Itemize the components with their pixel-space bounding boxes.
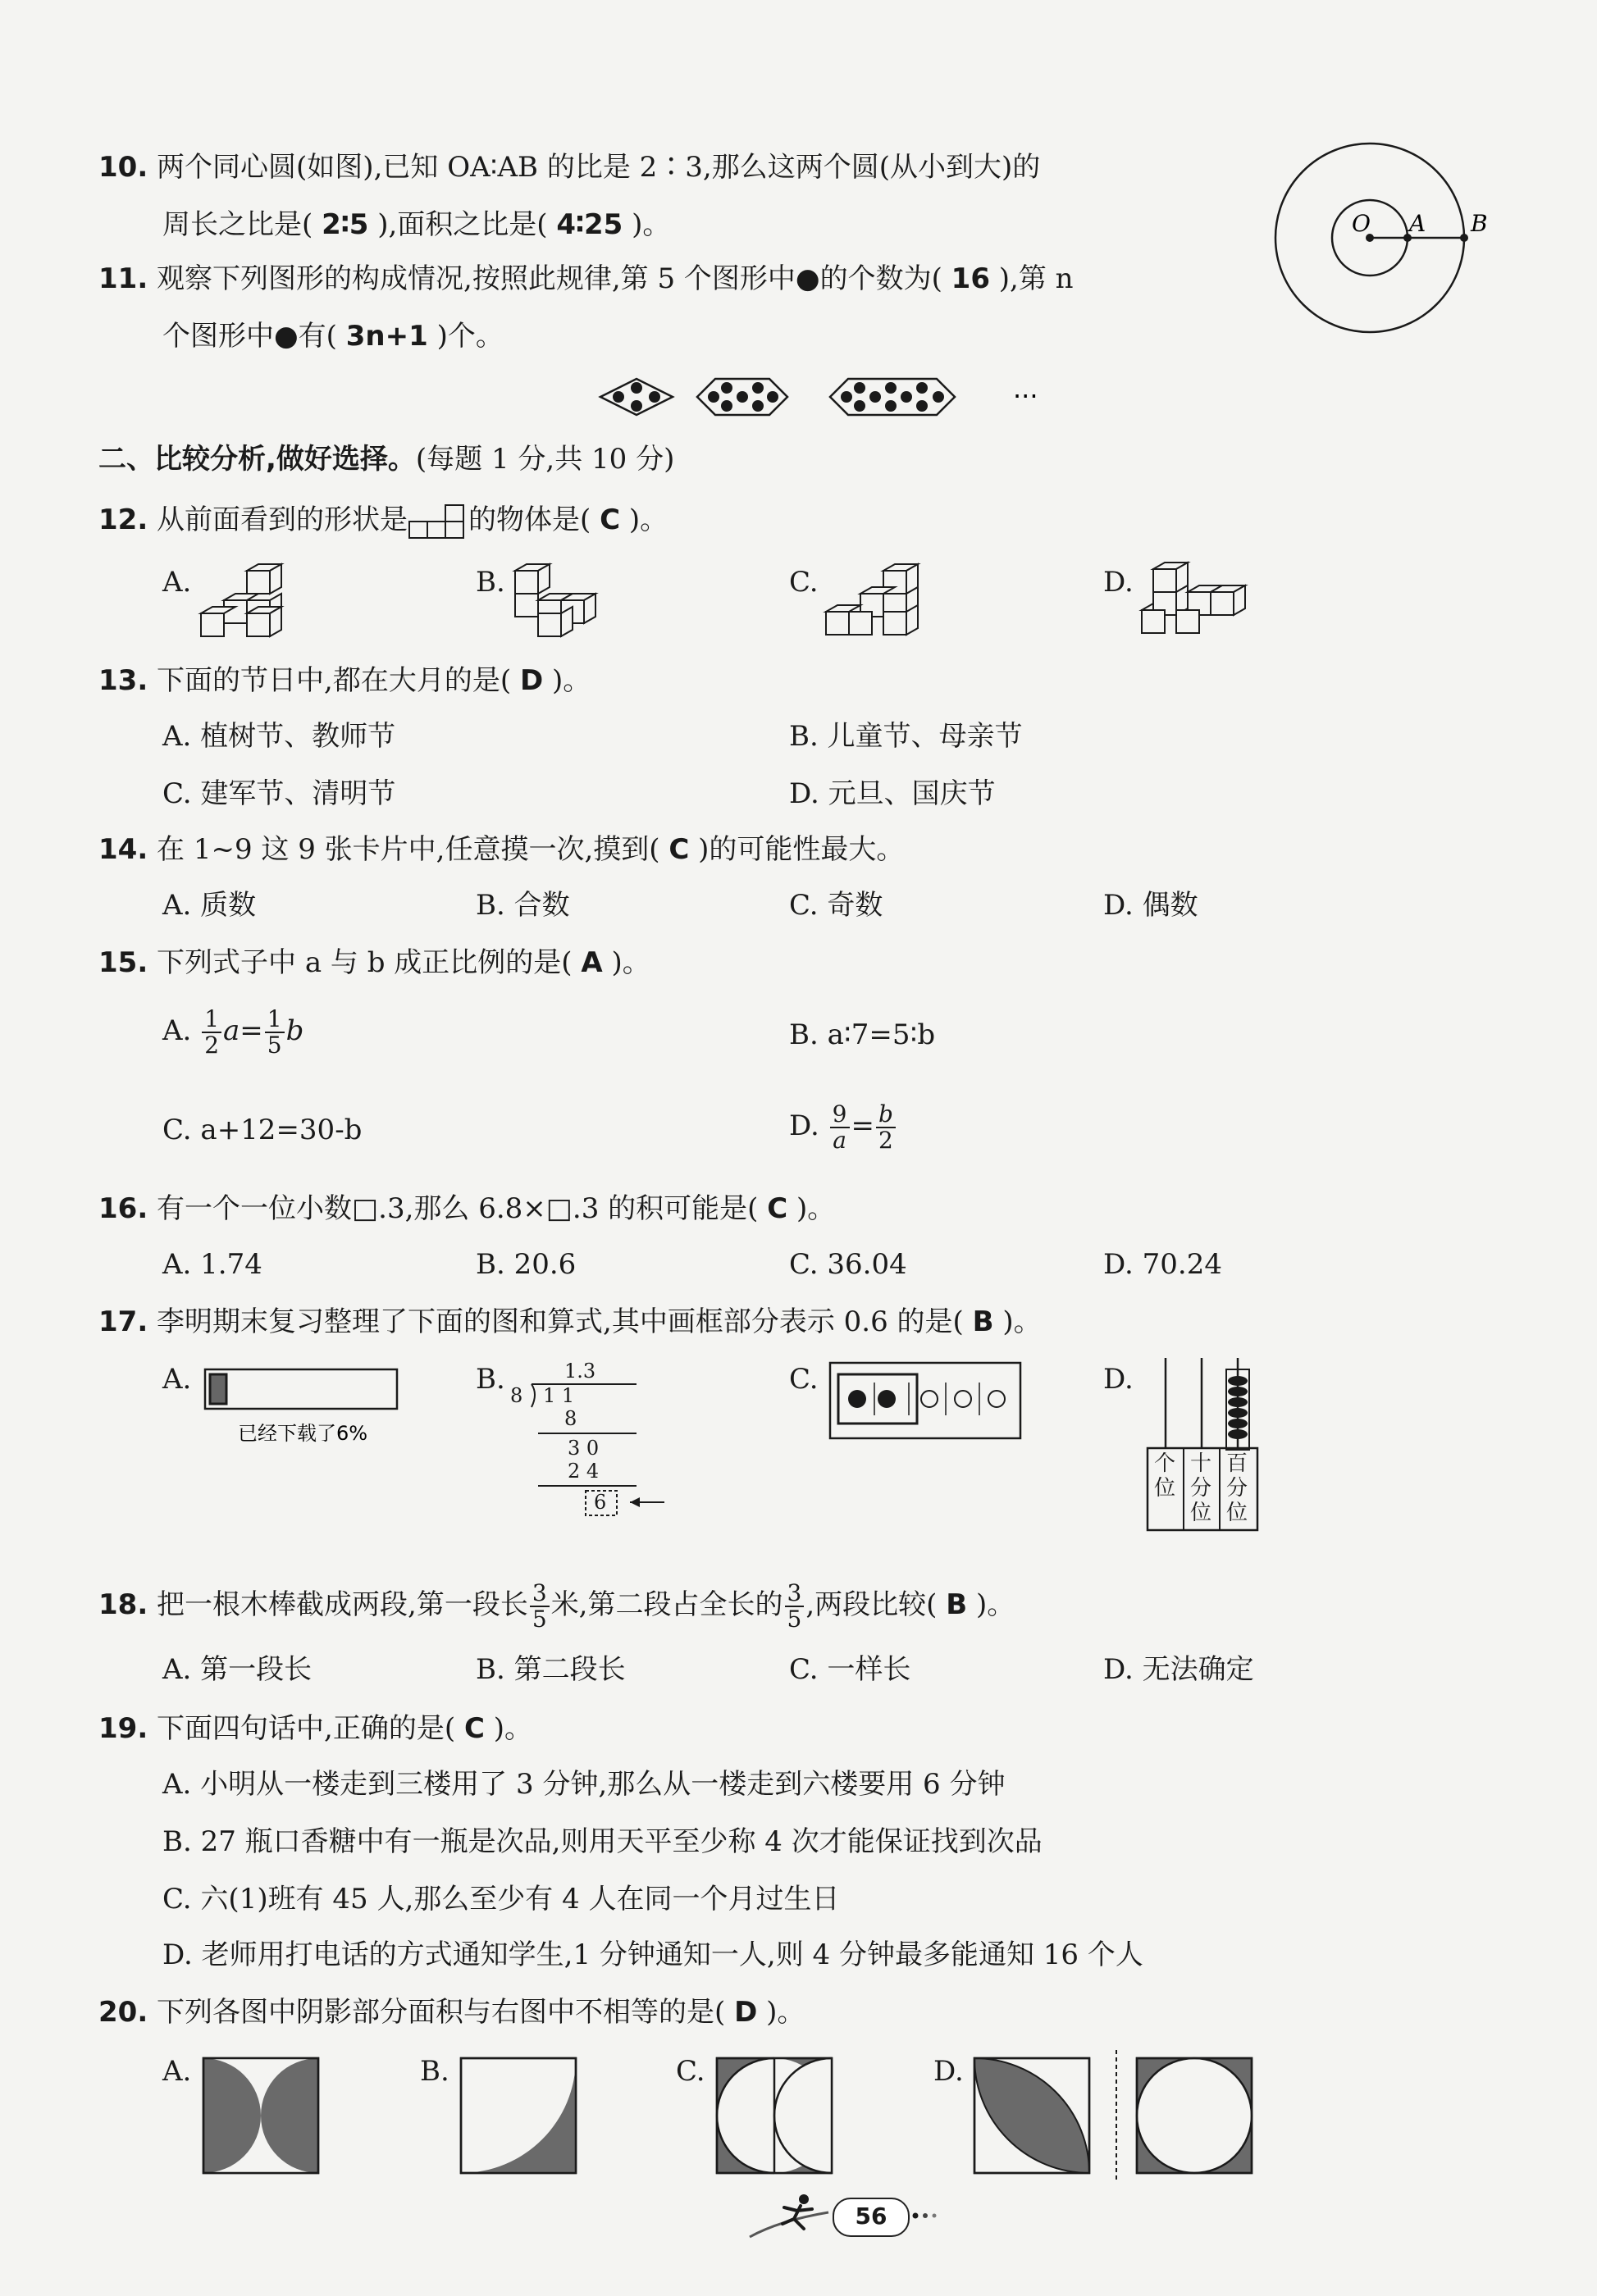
section-2-heading — [98, 441, 674, 477]
q16-option-c: C. 36.04 — [789, 1248, 907, 1281]
q13-option-b: B. 儿童节、母亲节 — [789, 720, 1023, 753]
q11-answer-2: 3n+1 — [345, 320, 428, 353]
point-b — [1460, 234, 1468, 242]
q12-text-b: 的物体是( — [468, 503, 591, 536]
label-a: A — [1409, 210, 1426, 237]
division-step-2: 3 0 — [568, 1437, 600, 1460]
q14-option-a: A. 质数 — [162, 889, 257, 922]
q16-number: 16. — [98, 1192, 148, 1225]
q15-option-a-var2: b — [285, 1014, 304, 1047]
abacus-label-tenths: 十分位 — [1189, 1451, 1211, 1525]
q15-option-b: B. a∶7=5∶b — [789, 1018, 936, 1051]
q14-text-b: )的可能性最大。 — [698, 833, 905, 866]
q14-option-c: C. 奇数 — [789, 889, 883, 922]
q12-option-c-label: C. — [789, 566, 819, 599]
q14-text-a: 在 1~9 这 9 张卡片中,任意摸一次,摸到( — [157, 833, 660, 866]
q15-option-a — [162, 1007, 303, 1058]
q14-option-d: D. 偶数 — [1103, 889, 1198, 922]
q13-number: 13. — [98, 664, 148, 697]
q17-text-a: 李明期末复习整理了下面的图和算式,其中画框部分表示 0.6 的是( — [157, 1305, 964, 1338]
q13-option-a: A. 植树节、教师节 — [162, 720, 396, 753]
q16-option-a: A. 1.74 — [162, 1248, 262, 1281]
fraction-one-half: $\frac{1}{2}$ — [202, 1007, 221, 1058]
q17-number: 17. — [98, 1305, 148, 1338]
q18-answer: B — [946, 1588, 968, 1621]
q15-option-a-var1: a= — [223, 1014, 263, 1047]
q15-number: 15. — [98, 946, 148, 979]
q11-text-2a: 个图形中●有( — [162, 320, 337, 353]
q15-line — [98, 945, 650, 981]
progress-fill-boxed — [210, 1374, 226, 1404]
q20-line — [98, 1994, 805, 2030]
q10-answer-2: 4∶25 — [556, 208, 623, 241]
q12-cubes-b — [509, 564, 615, 646]
division-quotient: 1.3 — [564, 1360, 596, 1383]
q20-option-c-label: C. — [676, 2055, 705, 2088]
q11-text-1a: 观察下列图形的构成情况,按照此规律,第 5 个图形中●的个数为( — [157, 262, 942, 295]
fraction-b-over-two: $\frac{b}{2}$ — [876, 1102, 896, 1153]
q11-text-1b: ),第 n — [998, 262, 1074, 295]
q12-number: 12. — [98, 503, 148, 536]
q11-number: 11. — [98, 262, 148, 295]
q19-line — [98, 1711, 532, 1747]
q12-option-d-label: D. — [1103, 566, 1134, 599]
q13-answer: D — [519, 664, 544, 697]
q15-text-b: )。 — [611, 946, 650, 979]
q15-option-d — [789, 1102, 897, 1153]
q12-option-b-label: B. — [476, 566, 505, 599]
q17-text-b: )。 — [1002, 1305, 1042, 1338]
division-step-3: 2 4 — [568, 1460, 600, 1483]
abacus-label-hundredths: 百分位 — [1225, 1451, 1248, 1525]
q12-answer: C — [600, 503, 621, 536]
q15-text-a: 下列式子中 a 与 b 成正比例的是( — [157, 946, 573, 979]
q18-text-a: 把一根木棒截成两段,第一段长 — [157, 1588, 528, 1621]
q13-text-b: )。 — [551, 664, 591, 697]
q10-number: 10. — [98, 151, 148, 184]
q10-text: 两个同心圆(如图),已知 OA∶AB 的比是 2∶3,那么这两个圆(从小到大)的 — [157, 151, 1041, 184]
q16-line — [98, 1191, 835, 1227]
q10-line1 — [98, 149, 1040, 185]
fraction-three-fifths-1: $\frac{3}{5}$ — [530, 1581, 550, 1632]
pattern-ellipsis: ··· — [1013, 380, 1038, 412]
q15-option-c: C. a+12=30-b — [162, 1114, 363, 1146]
q19-text-b: )。 — [493, 1712, 532, 1745]
q18-text-d: )。 — [975, 1588, 1015, 1621]
download-caption: 已经下载了6% — [238, 1422, 368, 1445]
q14-line — [98, 831, 904, 868]
q14-answer: C — [668, 833, 690, 866]
q19-option-c: C. 六(1)班有 45 人,那么至少有 4 人在同一个月过生日 — [162, 1883, 840, 1916]
q13-line — [98, 663, 591, 699]
abacus-label-ones: 个位 — [1153, 1451, 1175, 1501]
q18-option-a: A. 第一段长 — [162, 1653, 313, 1686]
q20-divider — [1114, 2050, 1119, 2181]
arrow-icon — [630, 1497, 640, 1507]
q10-answer-1: 2∶5 — [322, 208, 369, 241]
q17-option-b-label: B. — [476, 1363, 505, 1396]
q11-line2 — [162, 318, 504, 354]
q16-option-d: D. 70.24 — [1103, 1248, 1222, 1281]
section-2-note: (每题 1 分,共 10 分) — [415, 443, 675, 476]
division-divisor: 8 — [510, 1384, 523, 1407]
q19-option-a: A. 小明从一楼走到三楼用了 3 分钟,那么从一楼走到六楼要用 6 分钟 — [162, 1768, 1006, 1801]
fraction-three-fifths-2: $\frac{3}{5}$ — [785, 1581, 805, 1632]
q15-option-d-eq: = — [851, 1109, 874, 1142]
q20-figure-b — [459, 2057, 579, 2176]
dot-pattern-figure — [599, 376, 1058, 418]
page-dots-icon — [910, 2207, 943, 2224]
q20-figure-d — [973, 2057, 1093, 2176]
q20-figure-a — [202, 2057, 322, 2176]
q15-answer: A — [581, 946, 603, 979]
front-view-shape — [408, 503, 468, 540]
q12-option-a-label: A. — [162, 566, 192, 599]
q18-option-d: D. 无法确定 — [1103, 1653, 1254, 1686]
q13-option-d: D. 元旦、国庆节 — [789, 777, 996, 810]
concentric-circles-figure — [1271, 139, 1488, 353]
q16-answer: C — [767, 1192, 788, 1225]
label-o: O — [1352, 210, 1371, 237]
q20-option-d-label: D. — [933, 2055, 964, 2088]
division-dividend: 1 1 — [543, 1384, 575, 1407]
q18-number: 18. — [98, 1588, 148, 1621]
q20-number: 20. — [98, 1996, 148, 2029]
q18-line — [98, 1581, 1015, 1632]
download-progress-bar — [202, 1366, 407, 1448]
q12-text-c: )。 — [628, 503, 668, 536]
q17-option-a-label: A. — [162, 1363, 192, 1396]
q20-figure-c — [715, 2057, 835, 2176]
q15-option-d-label: D. — [789, 1109, 819, 1142]
q16-option-b: B. 20.6 — [476, 1248, 577, 1281]
q12-cubes-a — [201, 564, 308, 646]
label-b: B — [1471, 210, 1488, 237]
q11-answer-1: 16 — [951, 262, 990, 295]
q11-text-2b: )个。 — [436, 320, 504, 353]
q12-line — [98, 502, 668, 540]
q17-answer: B — [972, 1305, 994, 1338]
q13-option-c: C. 建军节、清明节 — [162, 777, 396, 810]
q19-option-b: B. 27 瓶口香糖中有一瓶是次品,则用天平至少称 4 次才能保证找到次品 — [162, 1825, 1043, 1858]
q17-option-d-label: D. — [1103, 1363, 1134, 1396]
q10-text-2b: ),面积之比是( — [377, 208, 548, 241]
q19-answer: C — [463, 1712, 485, 1745]
q10-text-2a: 周长之比是( — [162, 208, 313, 241]
q17-line — [98, 1304, 1042, 1340]
q20-option-a-label: A. — [162, 2055, 192, 2088]
q13-text-a: 下面的节日中,都在大月的是( — [157, 664, 512, 697]
q16-text-a: 有一个一位小数□.3,那么 6.8×□.3 的积可能是( — [157, 1192, 759, 1225]
division-step-1: 8 — [564, 1407, 577, 1430]
q20-reference-figure — [1135, 2057, 1255, 2176]
section-2-title: 二、比较分析,做好选择。 — [98, 443, 416, 476]
q10-text-2c: )。 — [632, 208, 671, 241]
q16-text-b: )。 — [796, 1192, 836, 1225]
q17-option-c-label: C. — [789, 1363, 819, 1396]
q19-text-a: 下面四句话中,正确的是( — [157, 1712, 456, 1745]
q18-option-c: C. 一样长 — [789, 1653, 911, 1686]
q11-line1 — [98, 261, 1074, 297]
q12-text-a: 从前面看到的形状是 — [157, 503, 408, 536]
q20-option-b-label: B. — [420, 2055, 449, 2088]
fraction-one-fifth: $\frac{1}{5}$ — [265, 1007, 285, 1058]
q19-number: 19. — [98, 1712, 148, 1745]
q20-text-a: 下列各图中阴影部分面积与右图中不相等的是( — [157, 1996, 726, 2029]
page-number: 56 — [833, 2198, 910, 2237]
q14-number: 14. — [98, 833, 148, 866]
q12-cubes-c — [824, 564, 931, 646]
q15-option-a-label: A. — [162, 1014, 192, 1047]
q18-text-b: 米,第二段占全长的 — [550, 1588, 783, 1621]
q20-text-b: )。 — [766, 1996, 805, 2029]
fraction-nine-over-a: $\frac{9}{a}$ — [830, 1102, 850, 1153]
q20-answer: D — [734, 1996, 758, 2029]
q10-line2 — [162, 207, 670, 243]
q19-option-d: D. 老师用打电话的方式通知学生,1 分钟通知一人,则 4 分钟最多能通知 16 个人 — [162, 1938, 1143, 1971]
division-remainder: 6 — [594, 1491, 607, 1514]
q14-option-b: B. 合数 — [476, 889, 570, 922]
q12-cubes-d — [1140, 563, 1255, 645]
q18-option-b: B. 第二段长 — [476, 1653, 626, 1686]
runner-logo-icon — [746, 2188, 837, 2245]
bead-counting-frame — [828, 1361, 1025, 1443]
long-division-figure — [509, 1358, 673, 1522]
q18-text-c: ,两段比较( — [805, 1588, 938, 1621]
